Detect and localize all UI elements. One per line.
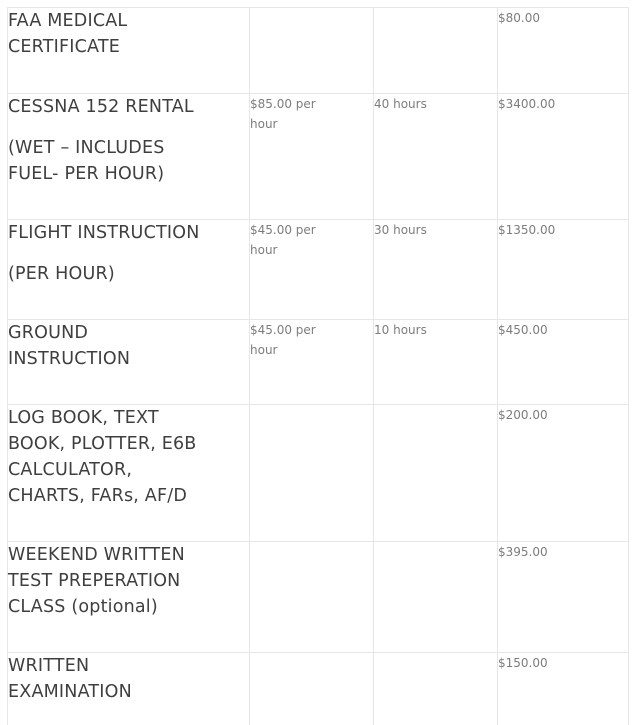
quantity-cell <box>374 653 498 725</box>
quantity-cell <box>374 320 498 405</box>
item-name-line: LOG BOOK, TEXT <box>8 408 159 428</box>
item-name-line: TEST PREPERATION <box>8 571 181 591</box>
item-name-line: CERTIFICATE <box>8 37 121 57</box>
total-cell <box>498 653 629 725</box>
total-value: $200.00 <box>498 408 548 422</box>
quantity-cell <box>374 8 498 94</box>
total-value: $150.00 <box>498 656 548 670</box>
item-name-line: WRITTEN <box>8 656 90 676</box>
item-name-cell <box>8 542 250 653</box>
total-value: $395.00 <box>498 545 548 559</box>
total-cell <box>498 8 629 94</box>
quantity-cell <box>374 405 498 542</box>
table-row <box>8 653 629 725</box>
item-name-line: (WET – INCLUDES <box>8 138 165 158</box>
item-name-cell <box>8 220 250 320</box>
item-name-line: FUEL- PER HOUR) <box>8 164 165 184</box>
rate-cell <box>250 405 374 542</box>
training-cost-table <box>7 7 629 725</box>
item-name-gap <box>8 246 249 261</box>
item-name-line: GROUND <box>8 323 89 343</box>
total-value: $3400.00 <box>498 97 556 111</box>
quantity-value: 30 hours <box>374 223 427 237</box>
rate-cell <box>250 8 374 94</box>
total-value: $80.00 <box>498 11 540 25</box>
item-name-line: CALCULATOR, <box>8 460 133 480</box>
item-name-gap <box>8 120 249 135</box>
item-name-line: CLASS (optional) <box>8 597 158 617</box>
quantity-cell <box>374 542 498 653</box>
item-name-line: FAA MEDICAL <box>8 11 128 31</box>
quantity-value: 40 hours <box>374 97 427 111</box>
rate-cell <box>250 653 374 725</box>
item-name-cell <box>8 320 250 405</box>
table-row <box>8 320 629 405</box>
item-name-line: (PER HOUR) <box>8 264 115 284</box>
rate-cell <box>250 94 374 220</box>
total-cell <box>498 405 629 542</box>
rate-cell <box>250 542 374 653</box>
total-cell <box>498 542 629 653</box>
item-name-line: WEEKEND WRITTEN <box>8 545 185 565</box>
total-cell <box>498 94 629 220</box>
rate-value: $85.00 per hour <box>250 97 316 131</box>
item-name-cell <box>8 405 250 542</box>
table-row <box>8 405 629 542</box>
rate-value: $45.00 per hour <box>250 323 316 357</box>
item-name-line: BOOK, PLOTTER, E6B <box>8 434 197 454</box>
table-row <box>8 94 629 220</box>
total-value: $1350.00 <box>498 223 556 237</box>
quantity-cell <box>374 94 498 220</box>
rate-value: $45.00 per hour <box>250 223 316 257</box>
item-name-line: CHARTS, FARs, AF/D <box>8 486 188 506</box>
item-name-cell <box>8 94 250 220</box>
table-row <box>8 8 629 94</box>
total-cell <box>498 220 629 320</box>
total-cell <box>498 320 629 405</box>
item-name-line: FLIGHT INSTRUCTION <box>8 223 200 243</box>
item-name-cell <box>8 8 250 94</box>
item-name-cell <box>8 653 250 725</box>
item-name-line: CESSNA 152 RENTAL <box>8 97 194 117</box>
item-name-line: EXAMINATION <box>8 682 132 702</box>
quantity-cell <box>374 220 498 320</box>
item-name-line: INSTRUCTION <box>8 349 131 369</box>
rate-cell <box>250 320 374 405</box>
table-row <box>8 220 629 320</box>
total-value: $450.00 <box>498 323 548 337</box>
quantity-value: 10 hours <box>374 323 427 337</box>
rate-cell <box>250 220 374 320</box>
table-row <box>8 542 629 653</box>
